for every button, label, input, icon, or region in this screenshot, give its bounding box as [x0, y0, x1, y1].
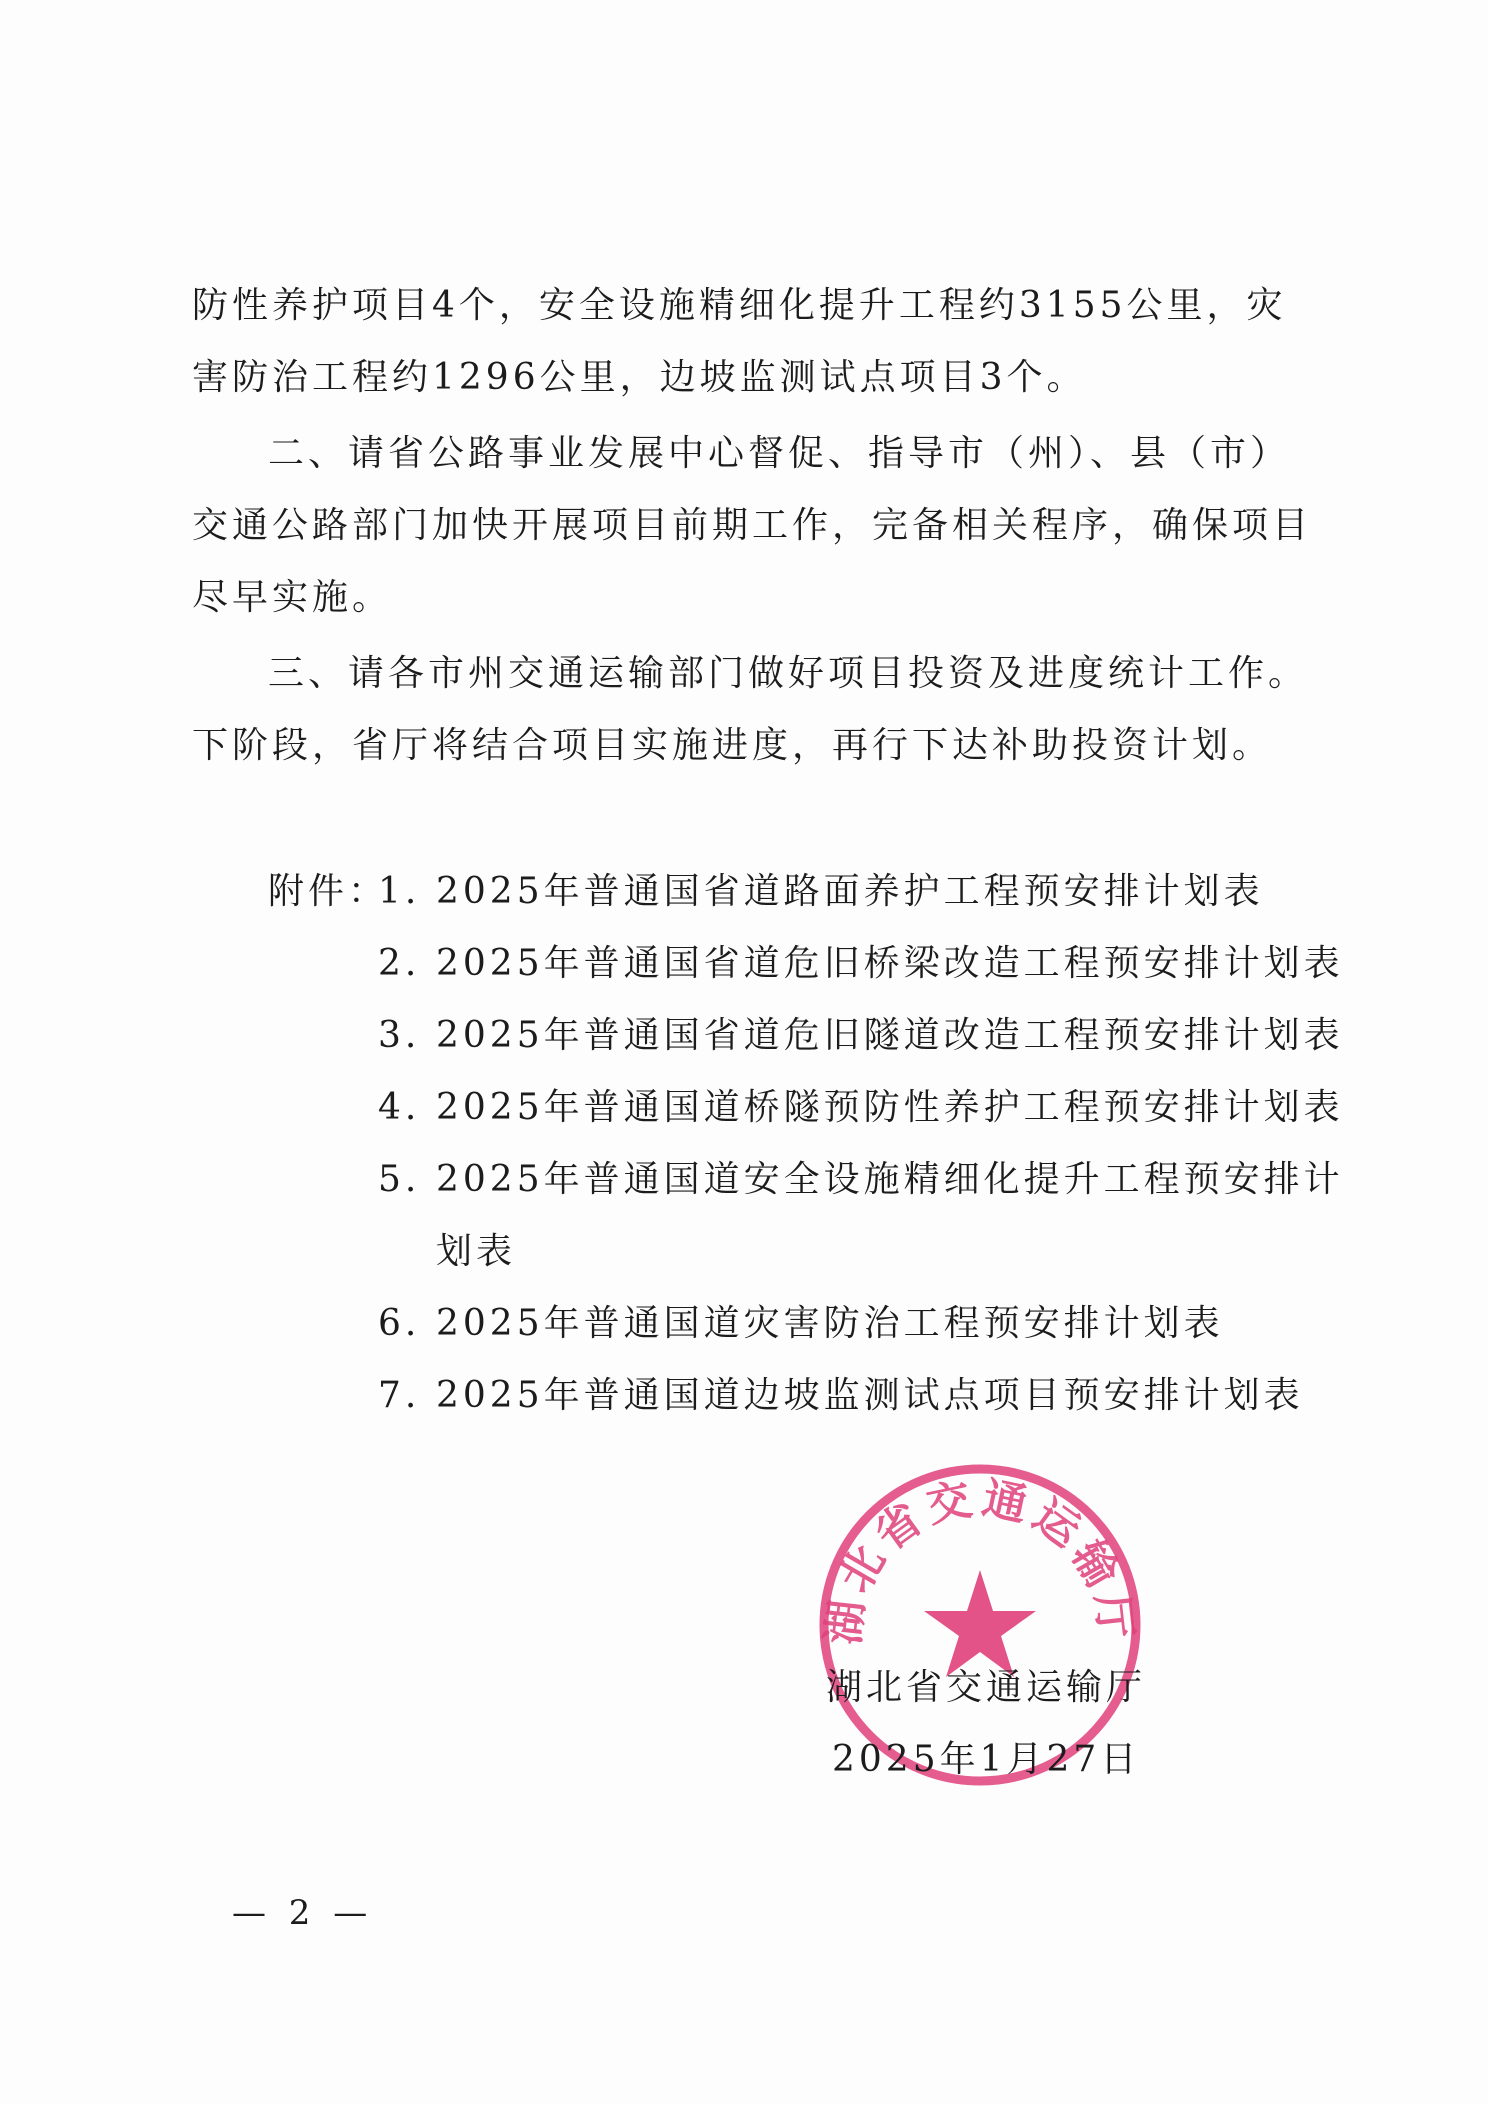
- attachment-list: [268, 856, 1344, 1432]
- attachment-number: 1.: [378, 871, 421, 912]
- attachment-title: 2025年普通国道边坡监测试点项目预安排计划表: [436, 1375, 1304, 1416]
- body-paragraph-3: 三、请各市州交通运输部门做好项目投资及进度统计工作。下阶段，省厅将结合项目实施进度，再行下达补助投资计划。: [192, 653, 1309, 766]
- attachment-item: [268, 928, 1344, 1000]
- attachment-number: 5.: [378, 1159, 421, 1200]
- issue-date: 2025年1月27日: [832, 1739, 1141, 1780]
- attachment-item: [268, 1144, 1344, 1216]
- attachment-item: [268, 1072, 1344, 1144]
- attachment-title: 2025年普通国道灾害防治工程预安排计划表: [436, 1303, 1224, 1344]
- body-paragraph-2: 二、请省公路事业发展中心督促、指导市（州）、县（市）交通公路部门加快开展项目前期工作，完备相关程序，确保项目尽早实施。: [192, 433, 1313, 618]
- attachment-number: 2.: [378, 943, 421, 984]
- attachment-title-continuation: 划表: [436, 1231, 517, 1272]
- attachment-number: 3.: [378, 1015, 421, 1056]
- attachment-title: 2025年普通国省道路面养护工程预安排计划表: [436, 871, 1264, 912]
- attachment-number: 7.: [378, 1375, 421, 1416]
- seal-text: 湖北省交通运输厅: [818, 1472, 1142, 1648]
- body-paragraph-1: 防性养护项目4个，安全设施精细化提升工程约3155公里，灾害防治工程约1296公里，边坡监测试点项目3个。: [192, 285, 1287, 398]
- attachment-title: 2025年普通国省道危旧隧道改造工程预安排计划表: [436, 1015, 1344, 1056]
- attachment-item: [268, 1000, 1344, 1072]
- attachment-item: [268, 1360, 1328, 1432]
- attachment-title: 2025年普通国道桥隧预防性养护工程预安排计划表: [436, 1087, 1344, 1128]
- attachment-number: 4.: [378, 1087, 421, 1128]
- attachment-label: 附件：: [268, 871, 389, 912]
- page-number: — 2 —: [232, 1893, 374, 1933]
- attachment-number: 6.: [378, 1303, 421, 1344]
- issuer-name: 湖北省交通运输厅: [826, 1667, 1147, 1708]
- attachment-item: [268, 1288, 1328, 1360]
- attachment-title: 2025年普通国道安全设施精细化提升工程预安排计: [436, 1159, 1344, 1200]
- attachment-item-continuation: [268, 1216, 1328, 1288]
- attachment-title: 2025年普通国省道危旧桥梁改造工程预安排计划表: [436, 943, 1344, 984]
- attachment-item: [268, 856, 1328, 928]
